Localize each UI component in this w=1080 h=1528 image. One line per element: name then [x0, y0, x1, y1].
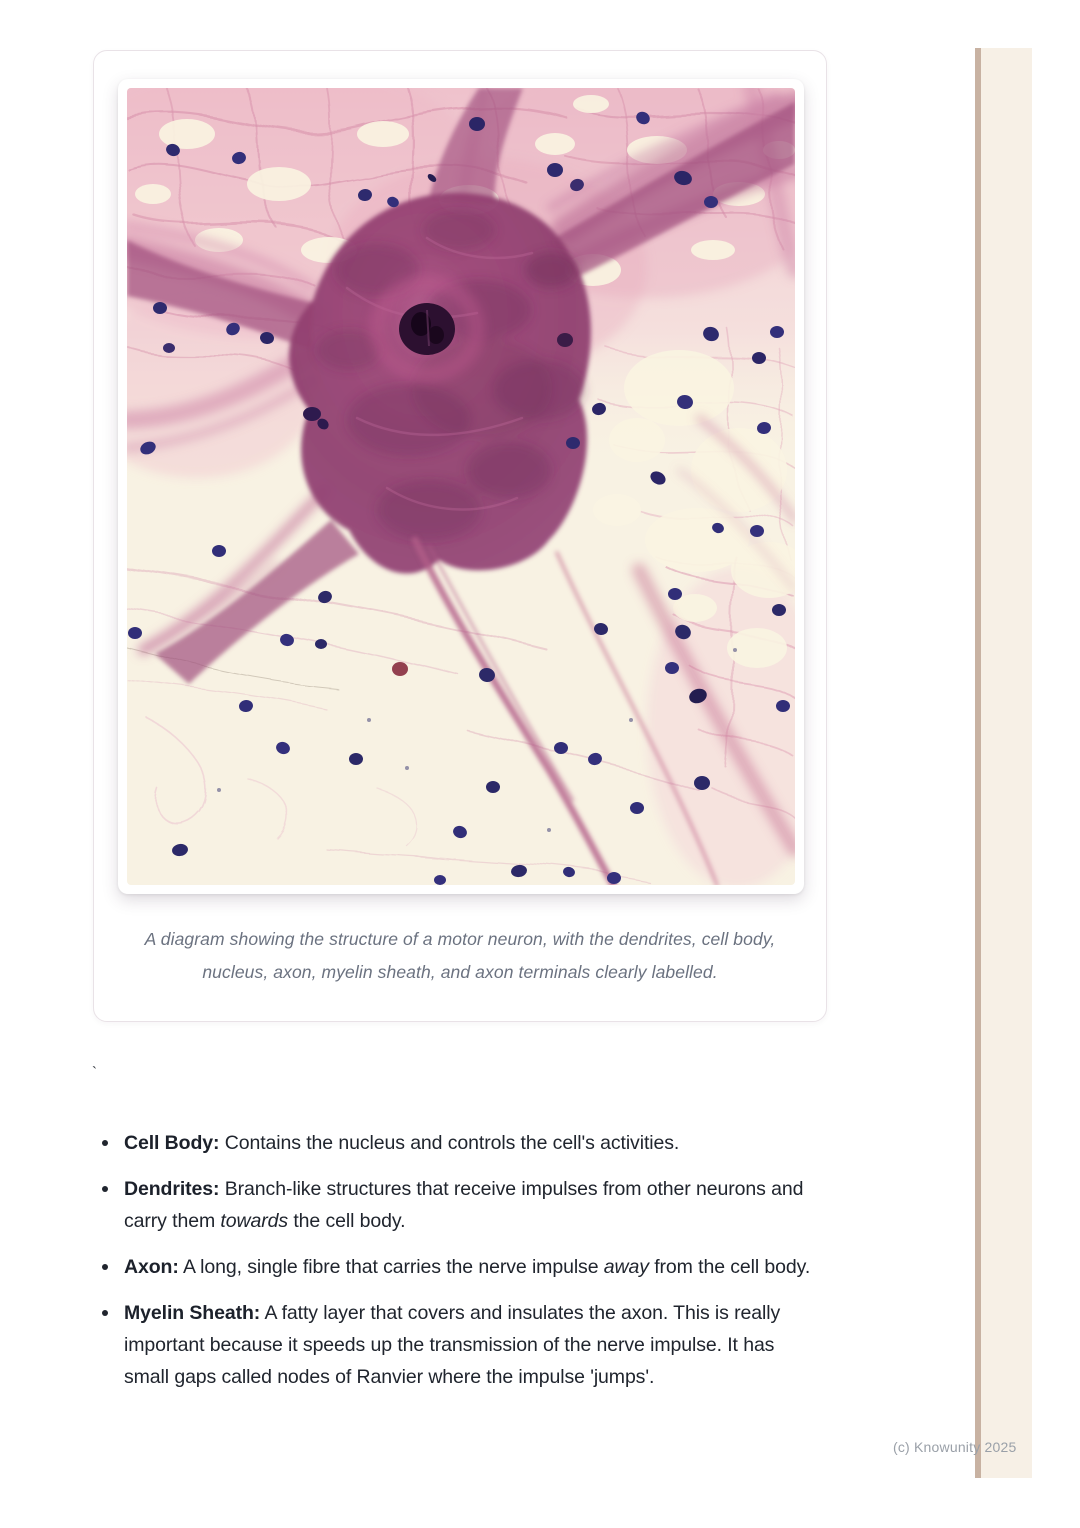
stray-backtick-text: `	[92, 1064, 97, 1081]
note-text-segment: the cell body.	[288, 1210, 406, 1232]
note-text-segment: towards	[220, 1210, 289, 1232]
notes-list	[93, 1127, 819, 1393]
note-text-segment: Branch-like structures that receive impulses from other neurons and carry them	[124, 1178, 804, 1232]
note-description	[179, 1256, 810, 1278]
note-term: Cell Body:	[124, 1132, 220, 1154]
note-text-segment: A long, single fibre that carries the nerve impulse	[178, 1256, 604, 1278]
list-item	[93, 1173, 819, 1237]
photo-frame	[118, 79, 804, 894]
motor-neuron-micrograph-image	[127, 88, 795, 885]
neuron-nucleus-shape	[399, 303, 455, 355]
list-item	[93, 1127, 819, 1159]
note-term: Dendrites:	[124, 1178, 220, 1200]
note-text-segment: A fatty layer that covers and insulates the axon. This is really important because it speeds up the transmission of the nerve impulse. It has small gaps called nodes of Ranvier where the impulse 'jumps'.	[124, 1302, 781, 1388]
page-edge-strip	[981, 48, 1032, 1478]
note-text-segment: Contains the nucleus and controls the cell's activities.	[219, 1132, 680, 1154]
note-text-segment: away	[603, 1256, 649, 1278]
note-term: Myelin Sheath:	[124, 1302, 261, 1324]
note-description	[124, 1178, 803, 1232]
list-item	[93, 1297, 819, 1393]
figure-caption: A diagram showing the structure of a motor neuron, with the dendrites, cell body, nucleus, axon, myelin sheath, and axon terminals clearly labelled.	[144, 929, 776, 982]
list-item	[93, 1251, 819, 1283]
note-term: Axon:	[124, 1256, 179, 1278]
note-text-segment: from the cell body.	[648, 1256, 811, 1278]
notes-section	[93, 1127, 819, 1407]
note-description	[219, 1132, 679, 1154]
figure-card	[93, 50, 827, 1022]
copyright-text: (c) Knowunity 2025	[893, 1439, 1017, 1455]
